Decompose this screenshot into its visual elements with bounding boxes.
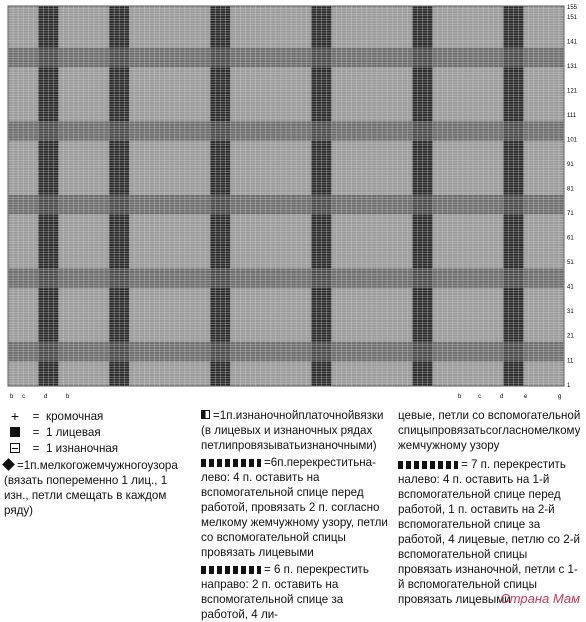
column-marker: c [22, 394, 25, 400]
cable-left-icon [201, 459, 261, 467]
row-number: 81 [567, 186, 574, 193]
row-number: 41 [567, 284, 574, 291]
watermark: Страна Мам [500, 591, 580, 606]
cable-right-icon [201, 566, 261, 574]
equals-sign: = [32, 409, 40, 423]
legend-seed [4, 458, 186, 518]
row-number: 31 [567, 309, 574, 316]
garter-stitch-icon [201, 410, 210, 419]
legend-cable-right [201, 562, 389, 622]
legend-edge-stitch [4, 408, 186, 424]
dash-square-icon [4, 441, 26, 456]
legend-cable7 [398, 457, 582, 607]
row-number: 11 [567, 358, 574, 365]
legend-column-2 [201, 408, 389, 622]
plus-icon: + [10, 407, 20, 424]
row-number: 111 [567, 113, 577, 120]
cable-7-icon [398, 461, 458, 469]
filled-square-icon [4, 425, 26, 440]
legend-cont: цевые, петли со вспомогательной спицыпровязатьсогласномелкому жемчужному узору [398, 409, 581, 452]
legend-column-1 [4, 408, 186, 518]
column-marker: b [66, 394, 70, 400]
row-number: 61 [567, 235, 574, 242]
garter-text: =1п.изнаночнойплаточнойвязки (в лицевых и изнаночных рядах петлипровязыватьизнаночными) [201, 409, 384, 452]
row-number: 51 [567, 260, 574, 267]
row-number: 101 [567, 137, 578, 144]
column-marker: d [44, 394, 48, 400]
row-number: 21 [567, 333, 574, 340]
row-number: 121 [567, 88, 578, 95]
row-number: 141 [567, 39, 578, 46]
legend-garter [201, 408, 389, 453]
row-number: 1 [567, 382, 571, 389]
cable7-text: = 7 п. перекрестить налево: 4 п. оставить на 1-й вспомогательной спице перед работой, 1 п. оставить на 2-й вспомогательной спице за работой, 4 лицевые, петлю со 2-й вспомогательной спицы провязать изнаночной, петли с 1-й вспомогательной спицы провязать лицевыми [398, 458, 580, 606]
row-number: 131 [567, 64, 578, 71]
purl-label: 1 изнаночная [46, 441, 119, 455]
knitting-chart [4, 4, 582, 404]
cable-left-text: =6п.перекреститьна-лево: 4 п. оставить на вспомогательной спице перед работой, провязать 2 п. согласно мелкому жемчужному узору, петли со вспомогательной спицы провязать лицевыми [201, 456, 388, 559]
equals-sign: = [32, 441, 40, 455]
seed-stitch-icon [2, 458, 15, 471]
column-marker: b [10, 394, 14, 400]
legend-cable-left [201, 455, 389, 560]
column-marker: c [478, 394, 481, 400]
column-marker: g [558, 394, 562, 400]
row-number: 151 [567, 15, 578, 22]
knit-label: 1 лицевая [46, 425, 101, 439]
row-number: 91 [567, 162, 574, 169]
column-marker: e [524, 394, 528, 400]
cable-right-text: = 6 п. перекрестить направо: 2 п. оставить на вспомогательной спице за работой, 4 ли- [201, 563, 369, 621]
edge-label: кромочная [46, 409, 104, 423]
row-number: 155 [567, 5, 578, 12]
equals-sign: = [32, 425, 40, 439]
legend-purl [4, 440, 186, 456]
seed-text: =1п.мелкогожемчужногоузора (вязать попеременно 1 лиц., 1 изн., петли смещать в каждом ряду) [4, 459, 178, 517]
legend-column-3 [398, 408, 582, 607]
column-marker: d [500, 394, 504, 400]
row-number: 71 [567, 211, 574, 218]
legend-knit [4, 424, 186, 440]
column-marker: b [458, 394, 462, 400]
